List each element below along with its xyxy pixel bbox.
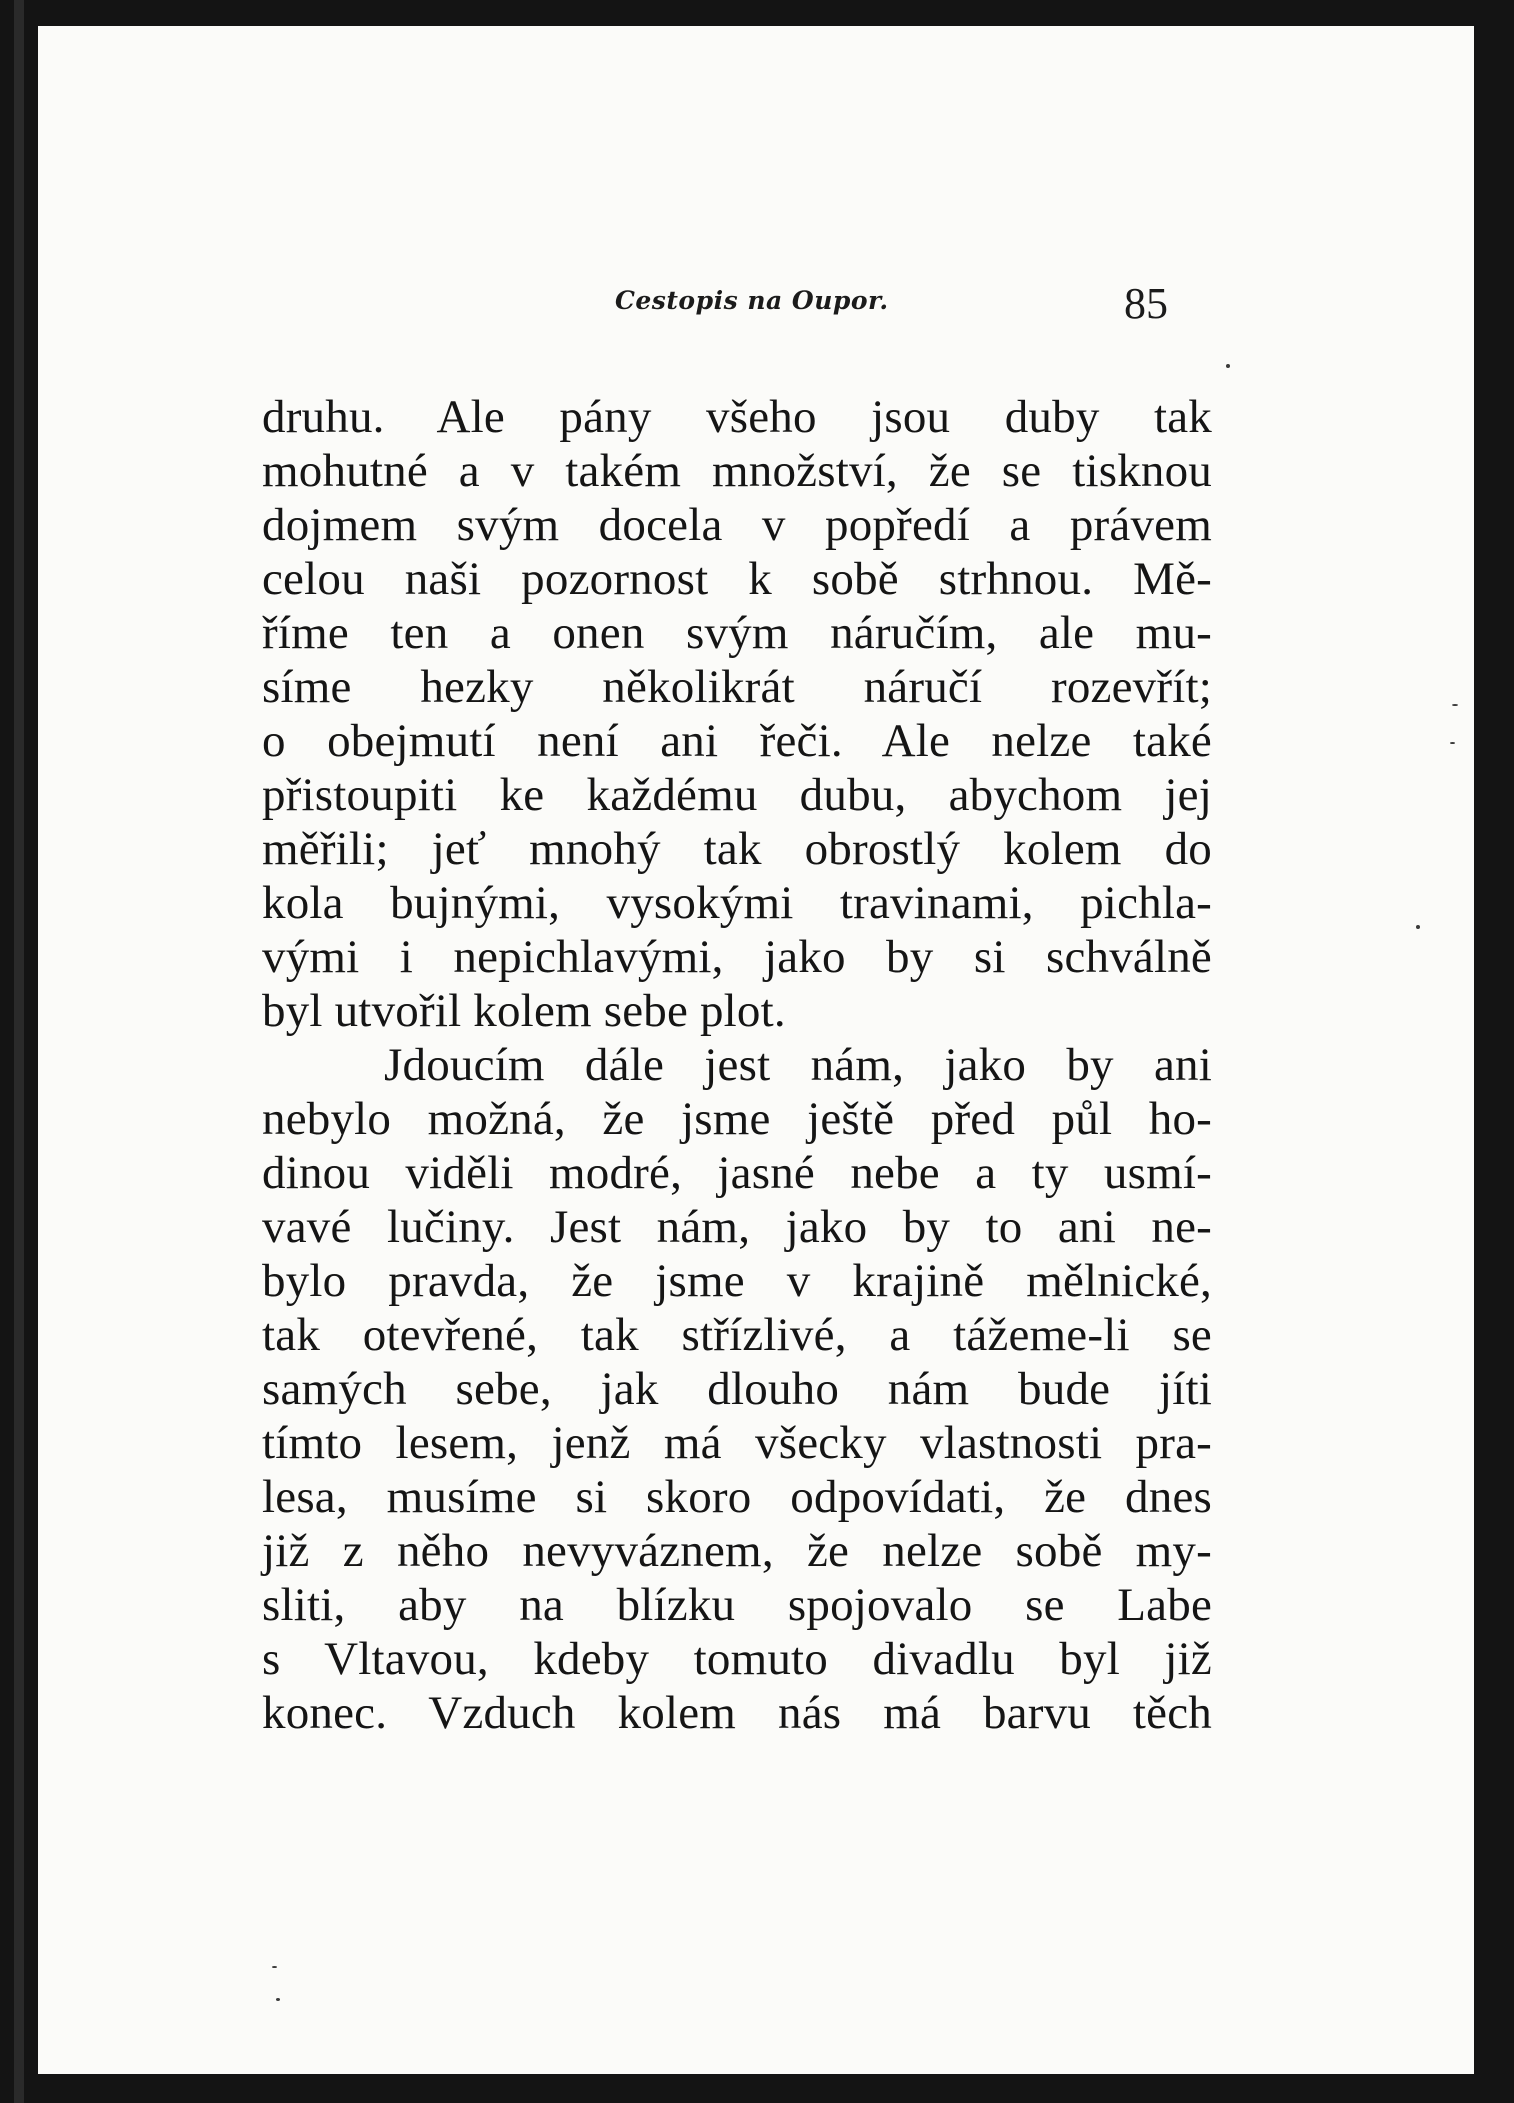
scan-speck [1226,364,1230,368]
text-line: Jdoucím dále jest nám, jako by ani [384,1039,1212,1091]
text-line: již z něho nevyváznem, že nelze sobě my- [262,1525,1212,1577]
text-line: měřili; jeť mnohý tak obrostlý kolem do [262,823,1212,875]
text-line: o obejmutí není ani řeči. Ale nelze také [262,715,1212,767]
text-line: lesa, musíme si skoro odpovídati, že dnes [262,1471,1212,1523]
text-line: tímto lesem, jenž má všecky vlastnosti pra- [262,1417,1212,1469]
text-line: celou naši pozornost k sobě strhnou. Mě- [262,553,1212,605]
text-line: bylo pravda, že jsme v krajině mělnické, [262,1255,1212,1307]
running-head [0,278,1514,338]
body-text [262,390,1212,1740]
text-line: přistoupiti ke každému dubu, abychom jej [262,769,1212,821]
text-line: byl utvořil kolem sebe plot. [262,985,786,1037]
text-line: síme hezky několikrát náručí rozevřít; [262,661,1212,713]
text-line: kola bujnými, vysokými travinami, pichla- [262,877,1212,929]
running-title: Cestopis na Oupor. [615,286,889,315]
scan-speck [1452,704,1458,706]
text-line: říme ten a onen svým náručím, ale mu- [262,607,1212,659]
page-number: 85 [1124,279,1168,328]
text-line: sliti, aby na blízku spojovalo se Labe [262,1579,1212,1631]
scan-speck [272,1966,277,1968]
text-line: tak otevřené, tak střízlivé, a tážeme-li se [262,1309,1212,1361]
text-line: samých sebe, jak dlouho nám bude jíti [262,1363,1212,1415]
text-line: vavé lučiny. Jest nám, jako by to ani ne- [262,1201,1212,1253]
text-line: dinou viděli modré, jasné nebe a ty usmí- [262,1147,1212,1199]
text-line: druhu. Ale pány všeho jsou duby tak [262,391,1212,443]
text-line: konec. Vzduch kolem nás má barvu těch [262,1687,1212,1739]
text-line: nebylo možná, že jsme ještě před půl ho- [262,1093,1212,1145]
text-line: dojmem svým docela v popředí a právem [262,499,1212,551]
scan-speck [276,1998,280,2001]
scan-speck [1416,925,1420,929]
text-line: mohutné a v takém množství, že se tisknou [262,445,1212,497]
text-line: s Vltavou, kdeby tomuto divadlu byl již [262,1633,1212,1685]
scan-speck [1450,742,1455,744]
text-line: vými i nepichlavými, jako by si schválně [262,931,1212,983]
